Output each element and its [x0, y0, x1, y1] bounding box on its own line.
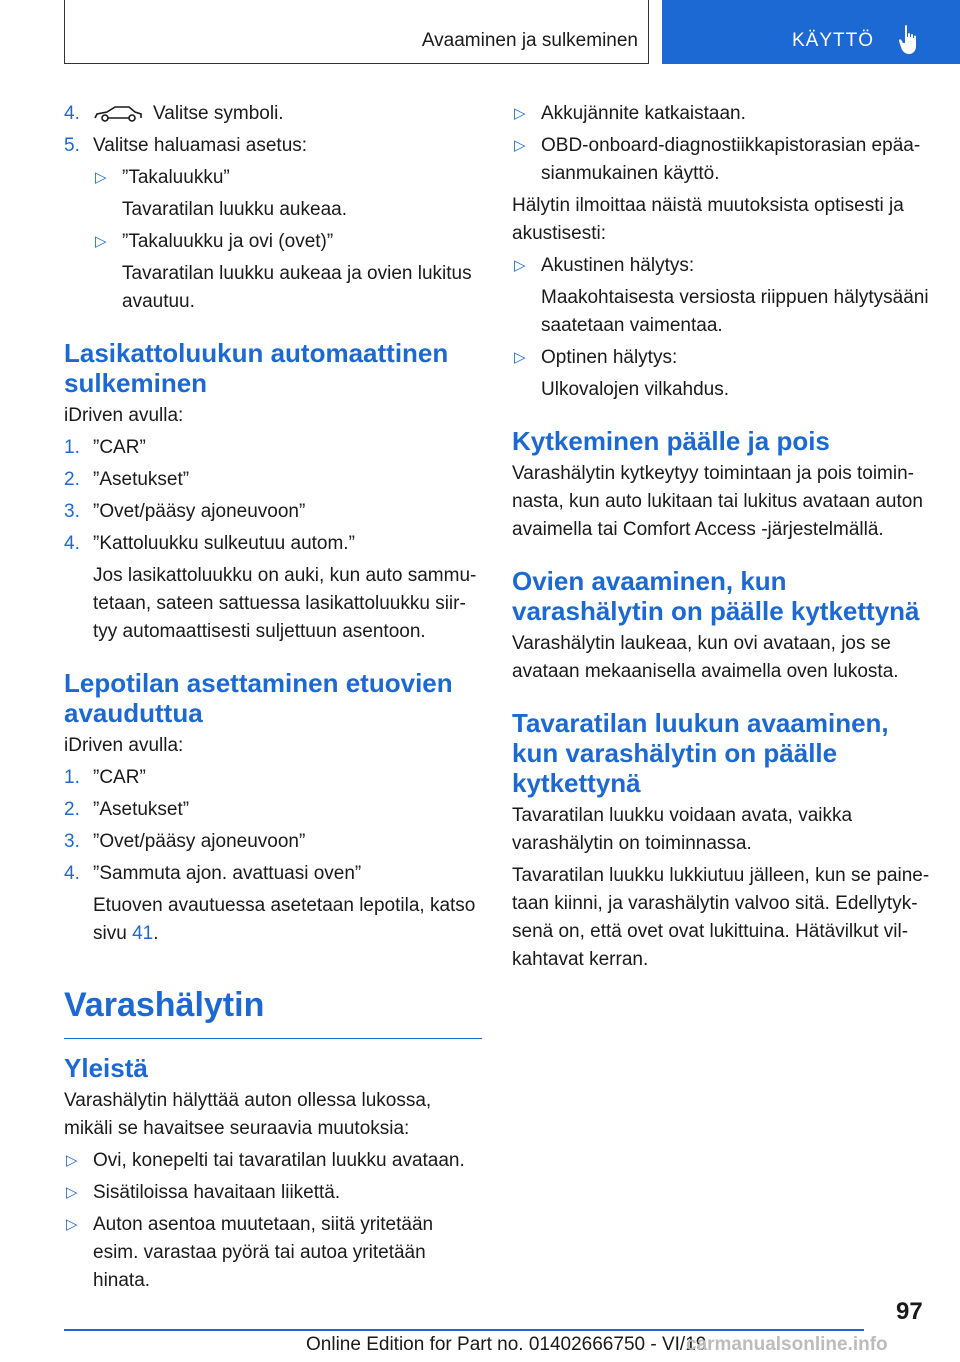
step-number: 4.: [64, 103, 80, 124]
page-number: 97: [896, 1298, 923, 1325]
section-heading: Lasikattoluukun automaattinen sulkeminen: [64, 338, 449, 398]
chapter-tab[interactable]: [662, 0, 960, 64]
section-heading: Tavaratilan luukun avaaminen, kun varashälytin on päälle kytkettynä: [512, 708, 889, 798]
edition-text: Online Edition for Part no. 01402666750 - VI/19: [306, 1334, 707, 1355]
bullet-triangle-icon: ▷: [95, 233, 107, 250]
step-number: 1.: [64, 767, 80, 788]
step-number: 4.: [64, 533, 80, 554]
step-note: Etuoven avautuessa asetetaan lepotila, katso sivu 41.: [93, 895, 476, 944]
section-intro: iDriven avulla:: [64, 405, 184, 426]
footer-divider: [64, 1329, 864, 1331]
list-item: [64, 796, 482, 824]
section-heading: Ovien avaaminen, kun varashälytin on päälle kytkettynä: [512, 566, 920, 626]
option-item: [64, 164, 482, 192]
step-text: ”Ovet/pääsy ajoneuvoon”: [93, 501, 306, 522]
list-item: [64, 1147, 482, 1175]
step-note: Jos lasikattoluukku on auki, kun auto sammutetaan, sateen sattuessa lasikattoluukku siirtyy automaattisesti suljettuun asentoon.: [93, 565, 477, 642]
bullet-text: Akkujännite katkaistaan.: [541, 103, 746, 124]
bullet-triangle-icon: ▷: [514, 349, 526, 366]
hand-pointer-icon: [897, 24, 921, 56]
bullet-triangle-icon: ▷: [514, 257, 526, 274]
step-number: 1.: [64, 437, 80, 458]
step-number: 3.: [64, 501, 80, 522]
section-text: Varashälytin laukeaa, kun ovi avataan, jos se avataan mekaanisella avaimella oven lukosta.: [512, 633, 899, 682]
option-title: ”Takaluukku ja ovi (ovet)”: [122, 231, 334, 252]
left-column: [64, 100, 482, 1299]
alarm-intro: Hälytin ilmoittaa näistä muutoksista optisesti ja akustisesti:: [512, 195, 904, 244]
section-title: Avaaminen ja sulkeminen: [421, 30, 638, 51]
bullet-text: Ovi, konepelti tai tavaratilan luukku avataan.: [93, 1150, 465, 1171]
step-number: 5.: [64, 135, 80, 156]
chapter-tab-label: KÄYTTÖ: [792, 30, 875, 51]
car-icon: [93, 104, 143, 124]
list-item: [64, 498, 482, 526]
list-item: [64, 466, 482, 494]
step-text: ”CAR”: [93, 767, 146, 788]
step-text: ”Sammuta ajon. avattuasi oven”: [93, 863, 362, 884]
step-text: ”Asetukset”: [93, 799, 190, 820]
option-title: ”Takaluukku”: [122, 167, 230, 188]
section-heading: Yleistä: [64, 1053, 148, 1083]
list-item: [64, 132, 482, 160]
list-item: [64, 764, 482, 792]
bullet-triangle-icon: ▷: [66, 1184, 78, 1201]
section-heading: Kytkeminen päälle ja pois: [512, 426, 830, 456]
section-intro: iDriven avulla:: [64, 735, 184, 756]
option-description: Tavaratilan luukku aukeaa ja ovien lukitus avautuu.: [122, 263, 472, 312]
section-text: Varashälytin kytkeytyy toimintaan ja pois toiminnasta, kun auto lukitaan tai lukitus avataan auton avaimella tai Comfort Access -järjestelmällä.: [512, 463, 923, 540]
bullet-text: Sisätiloissa havaitaan liikettä.: [93, 1182, 341, 1203]
list-item: [512, 252, 930, 280]
alarm-description: Maakohtaisesta versiosta riippuen hälytysääni saatetaan vaimentaa.: [541, 287, 929, 336]
bullet-triangle-icon: ▷: [514, 137, 526, 154]
option-item: [64, 228, 482, 256]
step-note-text: Etuoven avautuessa asetetaan lepotila, katso sivu: [93, 895, 476, 944]
list-item: [64, 1211, 482, 1295]
bullet-text: Optinen hälytys:: [541, 347, 678, 368]
list-item: [64, 828, 482, 856]
bullet-triangle-icon: ▷: [66, 1216, 78, 1233]
list-item: [64, 860, 482, 888]
list-item: [512, 344, 930, 372]
header-section-box: [64, 0, 649, 64]
list-item: [512, 132, 930, 188]
step-number: 3.: [64, 831, 80, 852]
step-text: Valitse symboli.: [153, 103, 284, 124]
step-text: ”CAR”: [93, 437, 146, 458]
step-number: 4.: [64, 863, 80, 884]
section-text: Tavaratilan luukku lukkiutuu jälleen, kun se painetaan kiinni, ja varashälytin valvoo sitä. Edellytyksenä on, että ovet ovat lukittuina. Hätävilkut vilkahtavat kerran.: [512, 865, 930, 970]
watermark: carmanualsonline.info: [686, 1334, 888, 1355]
right-column: [512, 100, 930, 978]
option-description: Tavaratilan luukku aukeaa.: [122, 199, 347, 220]
page-link[interactable]: 41: [132, 923, 154, 944]
step-number: 2.: [64, 799, 80, 820]
bullet-text: Akustinen hälytys:: [541, 255, 695, 276]
list-item: [64, 530, 482, 558]
list-item: [64, 100, 482, 128]
step-text: ”Ovet/pääsy ajoneuvoon”: [93, 831, 306, 852]
section-heading: Lepotilan asettaminen etuovien avauduttua: [64, 668, 453, 728]
step-text: ”Kattoluukku sulkeutuu autom.”: [93, 533, 355, 554]
bullet-text: OBD-onboard-diagnostiikkapistorasian epäasianmukainen käyttö.: [541, 135, 921, 184]
step-text: Valitse haluamasi asetus:: [93, 135, 308, 156]
section-text: Tavaratilan luukku voidaan avata, vaikka varashälytin on toiminnassa.: [512, 805, 853, 854]
step-text: ”Asetukset”: [93, 469, 190, 490]
bullet-triangle-icon: ▷: [66, 1152, 78, 1169]
list-item: [64, 434, 482, 462]
list-item: [64, 1179, 482, 1207]
alarm-description: Ulkovalojen vilkahdus.: [541, 379, 729, 400]
bullet-triangle-icon: ▷: [95, 169, 107, 186]
list-item: [512, 100, 930, 128]
chapter-heading: Varashälytin: [64, 986, 482, 1039]
section-intro: Varashälytin hälyttää auton ollessa lukossa, mikäli se havaitsee seuraavia muutoksia:: [64, 1090, 432, 1139]
step-number: 2.: [64, 469, 80, 490]
bullet-triangle-icon: ▷: [514, 105, 526, 122]
bullet-text: Auton asentoa muutetaan, siitä yritetään esim. varastaa pyörä tai autoa yritetään hinata.: [93, 1214, 434, 1291]
